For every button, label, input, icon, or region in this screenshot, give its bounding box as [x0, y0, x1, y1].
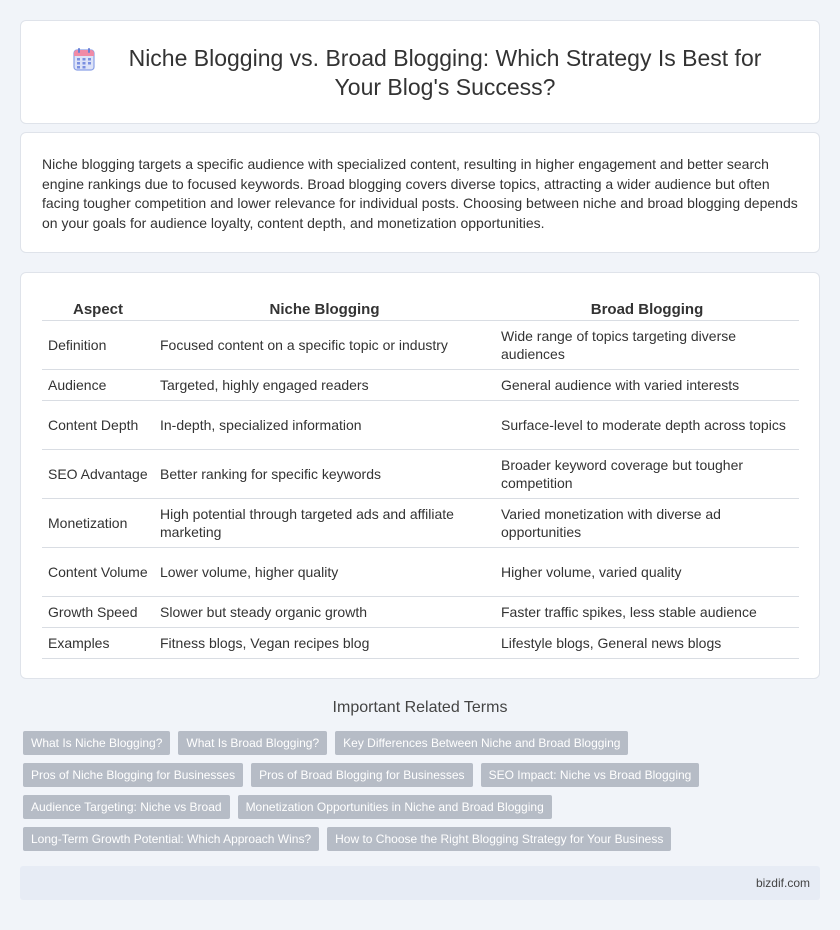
table-row	[42, 320, 799, 369]
intro-card	[20, 132, 820, 253]
niche-cell: Lower volume, higher quality	[154, 547, 495, 596]
aspect-cell: Monetization	[42, 498, 154, 547]
header-broad-blogging: Broad Blogging	[495, 297, 799, 320]
intro-paragraph: Niche blogging targets a specific audience with specialized content, resulting in higher engagement and better search engine rankings due to focused keywords. Broad blogging covers diverse topics, attracting a wider audience but often facing tougher competition and lower relevance for individual posts. Choosing between niche and broad blogging depends on your goals for audience loyalty, content depth, and monetization opportunities.	[42, 156, 798, 231]
header-niche-blogging: Niche Blogging	[154, 297, 495, 320]
niche-cell: Targeted, highly engaged readers	[154, 369, 495, 400]
related-term-link[interactable]: Pros of Broad Blogging for Businesses	[251, 763, 472, 787]
table-row	[42, 400, 799, 449]
table-row	[42, 449, 799, 498]
comparison-table	[42, 297, 799, 659]
aspect-cell: Examples	[42, 627, 154, 658]
niche-cell: In-depth, specialized information	[154, 400, 495, 449]
table-row	[42, 369, 799, 400]
aspect-cell: Audience	[42, 369, 154, 400]
aspect-cell: Growth Speed	[42, 596, 154, 627]
site-name[interactable]: bizdif.com	[755, 876, 810, 890]
related-term-link[interactable]: Monetization Opportunities in Niche and Broad Blogging	[238, 795, 552, 819]
broad-cell: Surface-level to moderate depth across topics	[495, 400, 799, 449]
title-card	[20, 20, 820, 124]
aspect-cell: Content Depth	[42, 400, 154, 449]
related-terms-heading: Important Related Terms	[332, 699, 508, 716]
related-term-link[interactable]: Long-Term Growth Potential: Which Approach Wins?	[23, 827, 319, 851]
broad-cell: Lifestyle blogs, General news blogs	[495, 627, 799, 658]
aspect-cell: Definition	[42, 320, 154, 369]
tag-row	[23, 795, 803, 819]
related-terms-list	[23, 731, 803, 859]
related-term-link[interactable]: Key Differences Between Niche and Broad Blogging	[335, 731, 628, 755]
niche-cell: Better ranking for specific keywords	[154, 449, 495, 498]
niche-cell: High potential through targeted ads and affiliate marketing	[154, 498, 495, 547]
tag-row	[23, 763, 803, 787]
aspect-cell: Content Volume	[42, 547, 154, 596]
table-row	[42, 547, 799, 596]
broad-cell: Higher volume, varied quality	[495, 547, 799, 596]
niche-cell: Fitness blogs, Vegan recipes blog	[154, 627, 495, 658]
related-term-link[interactable]: What Is Niche Blogging?	[23, 731, 170, 755]
table-row	[42, 498, 799, 547]
related-term-link[interactable]: Pros of Niche Blogging for Businesses	[23, 763, 243, 787]
comparison-table-card	[20, 272, 820, 679]
related-term-link[interactable]: What Is Broad Blogging?	[178, 731, 327, 755]
broad-cell: Varied monetization with diverse ad opportunities	[495, 498, 799, 547]
table-row	[42, 596, 799, 627]
related-term-link[interactable]: How to Choose the Right Blogging Strategy for Your Business	[327, 827, 671, 851]
niche-cell: Focused content on a specific topic or industry	[154, 320, 495, 369]
aspect-cell: SEO Advantage	[42, 449, 154, 498]
header-aspect: Aspect	[42, 297, 154, 320]
table-header-row	[42, 297, 799, 320]
broad-cell: Faster traffic spikes, less stable audience	[495, 596, 799, 627]
calendar-icon	[73, 47, 95, 71]
related-term-link[interactable]: Audience Targeting: Niche vs Broad	[23, 795, 230, 819]
footer	[20, 866, 820, 900]
table-row	[42, 627, 799, 658]
niche-cell: Slower but steady organic growth	[154, 596, 495, 627]
broad-cell: Wide range of topics targeting diverse audiences	[495, 320, 799, 369]
related-term-link[interactable]: SEO Impact: Niche vs Broad Blogging	[481, 763, 700, 787]
broad-cell: General audience with varied interests	[495, 369, 799, 400]
page-title: Niche Blogging vs. Broad Blogging: Which Strategy Is Best for Your Blog's Success?	[128, 45, 762, 100]
tag-row	[23, 731, 803, 755]
broad-cell: Broader keyword coverage but tougher competition	[495, 449, 799, 498]
tag-row	[23, 827, 803, 851]
